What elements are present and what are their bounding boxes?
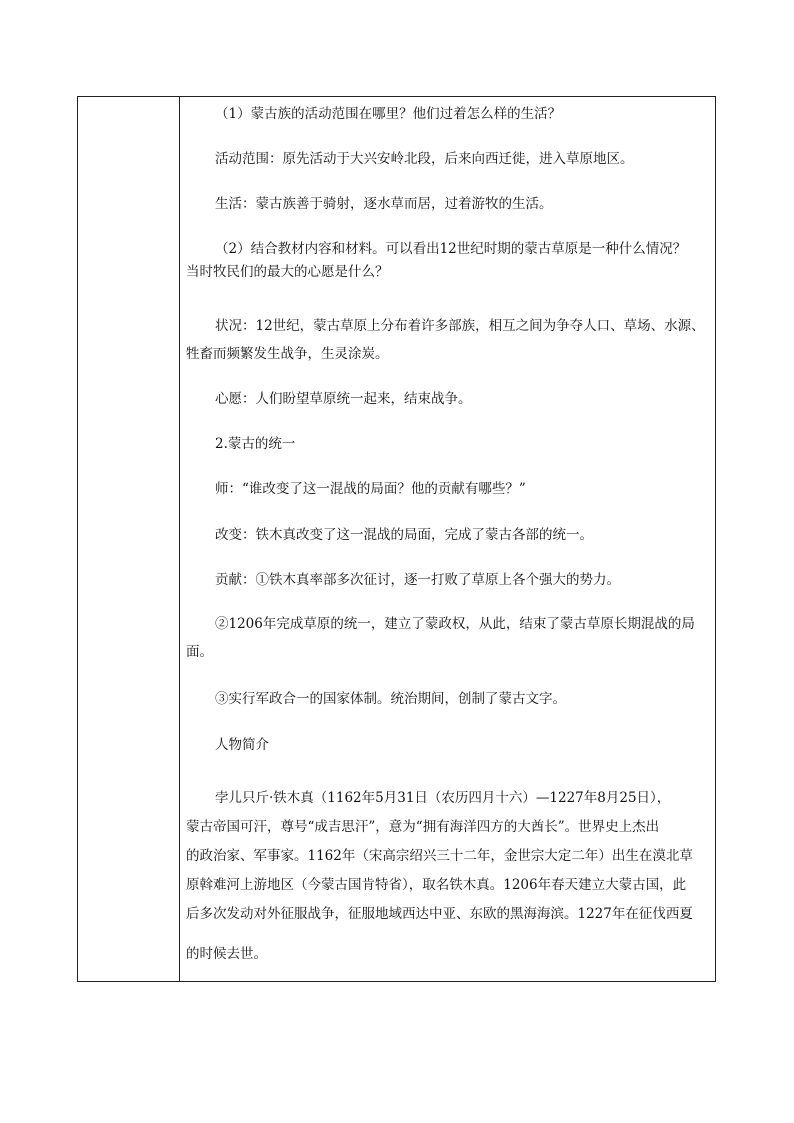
contribution-2-cont: 面。 [186,644,213,660]
question-1: （1）蒙古族的活动范围在哪里？他们过着怎么样的生活？ [215,106,562,122]
answer-change: 改变：铁木真改变了这一混战的局面，完成了蒙古各部的统一。 [215,527,593,543]
answer-wish: 心愿：人们盼望草原统一起来，结束战争。 [215,391,472,407]
contribution-3: ③实行军政合一的国家体制。统治期间，创制了蒙古文字。 [215,691,566,707]
question-2-cont: 当时牧民们的最大的心愿是什么？ [186,264,389,280]
answer-situation: 状况：12世纪，蒙古草原上分布着许多部族，相互之间为争夺人口、草场、水源、 [215,318,705,334]
bio-line-5: 后多次发动对外征服战争，征服地域西达中亚、东欧的黑海海滨。1227年在征伐西夏 [186,906,693,922]
bio-line-4: 原斡难河上游地区（今蒙古国肯特省），取名铁木真。1206年春天建立大蒙古国，此 [186,877,687,893]
contribution-1: 贡献：①铁木真率部多次征讨，逐一打败了草原上各个强大的势力。 [215,572,620,588]
answer-situation-cont: 牲畜而频繁发生战争，生灵涂炭。 [186,346,389,362]
bio-line-3: 的政治家、军事家。1162年（宋高宗绍兴三十二年，金世宗大定二年）出生在漠北草 [186,848,693,864]
answer-activity-range: 活动范围：原先活动于大兴安岭北段，后来向西迁徙，进入草原地区。 [215,151,634,167]
teacher-question: 师：“谁改变了这一混战的局面？他的贡献有哪些？” [215,481,526,497]
section-heading-unification: 2.蒙古的统一 [215,436,296,452]
table-left-cell [78,97,180,981]
bio-line-1: 孛儿只斤·铁木真（1162年5月31日（农历四月十六）—1227年8月25日）， [215,790,671,806]
lesson-table [77,96,716,982]
bio-line-6: 的时候去世。 [186,946,267,962]
answer-life: 生活：蒙古族善于骑射，逐水草而居，过着游牧的生活。 [215,196,553,212]
bio-heading: 人物简介 [215,737,269,753]
contribution-2: ②1206年完成草原的统一，建立了蒙政权，从此，结束了蒙古草原长期混战的局 [215,616,695,632]
table-content-cell [180,97,715,981]
question-2: （2）结合教材内容和材料。可以看出12世纪时期的蒙古草原是一种什么情况？ [215,241,687,257]
bio-line-2: 蒙古帝国可汗，尊号“成吉思汗”，意为“拥有海洋四方的大酋长”。世界史上杰出 [186,819,660,835]
